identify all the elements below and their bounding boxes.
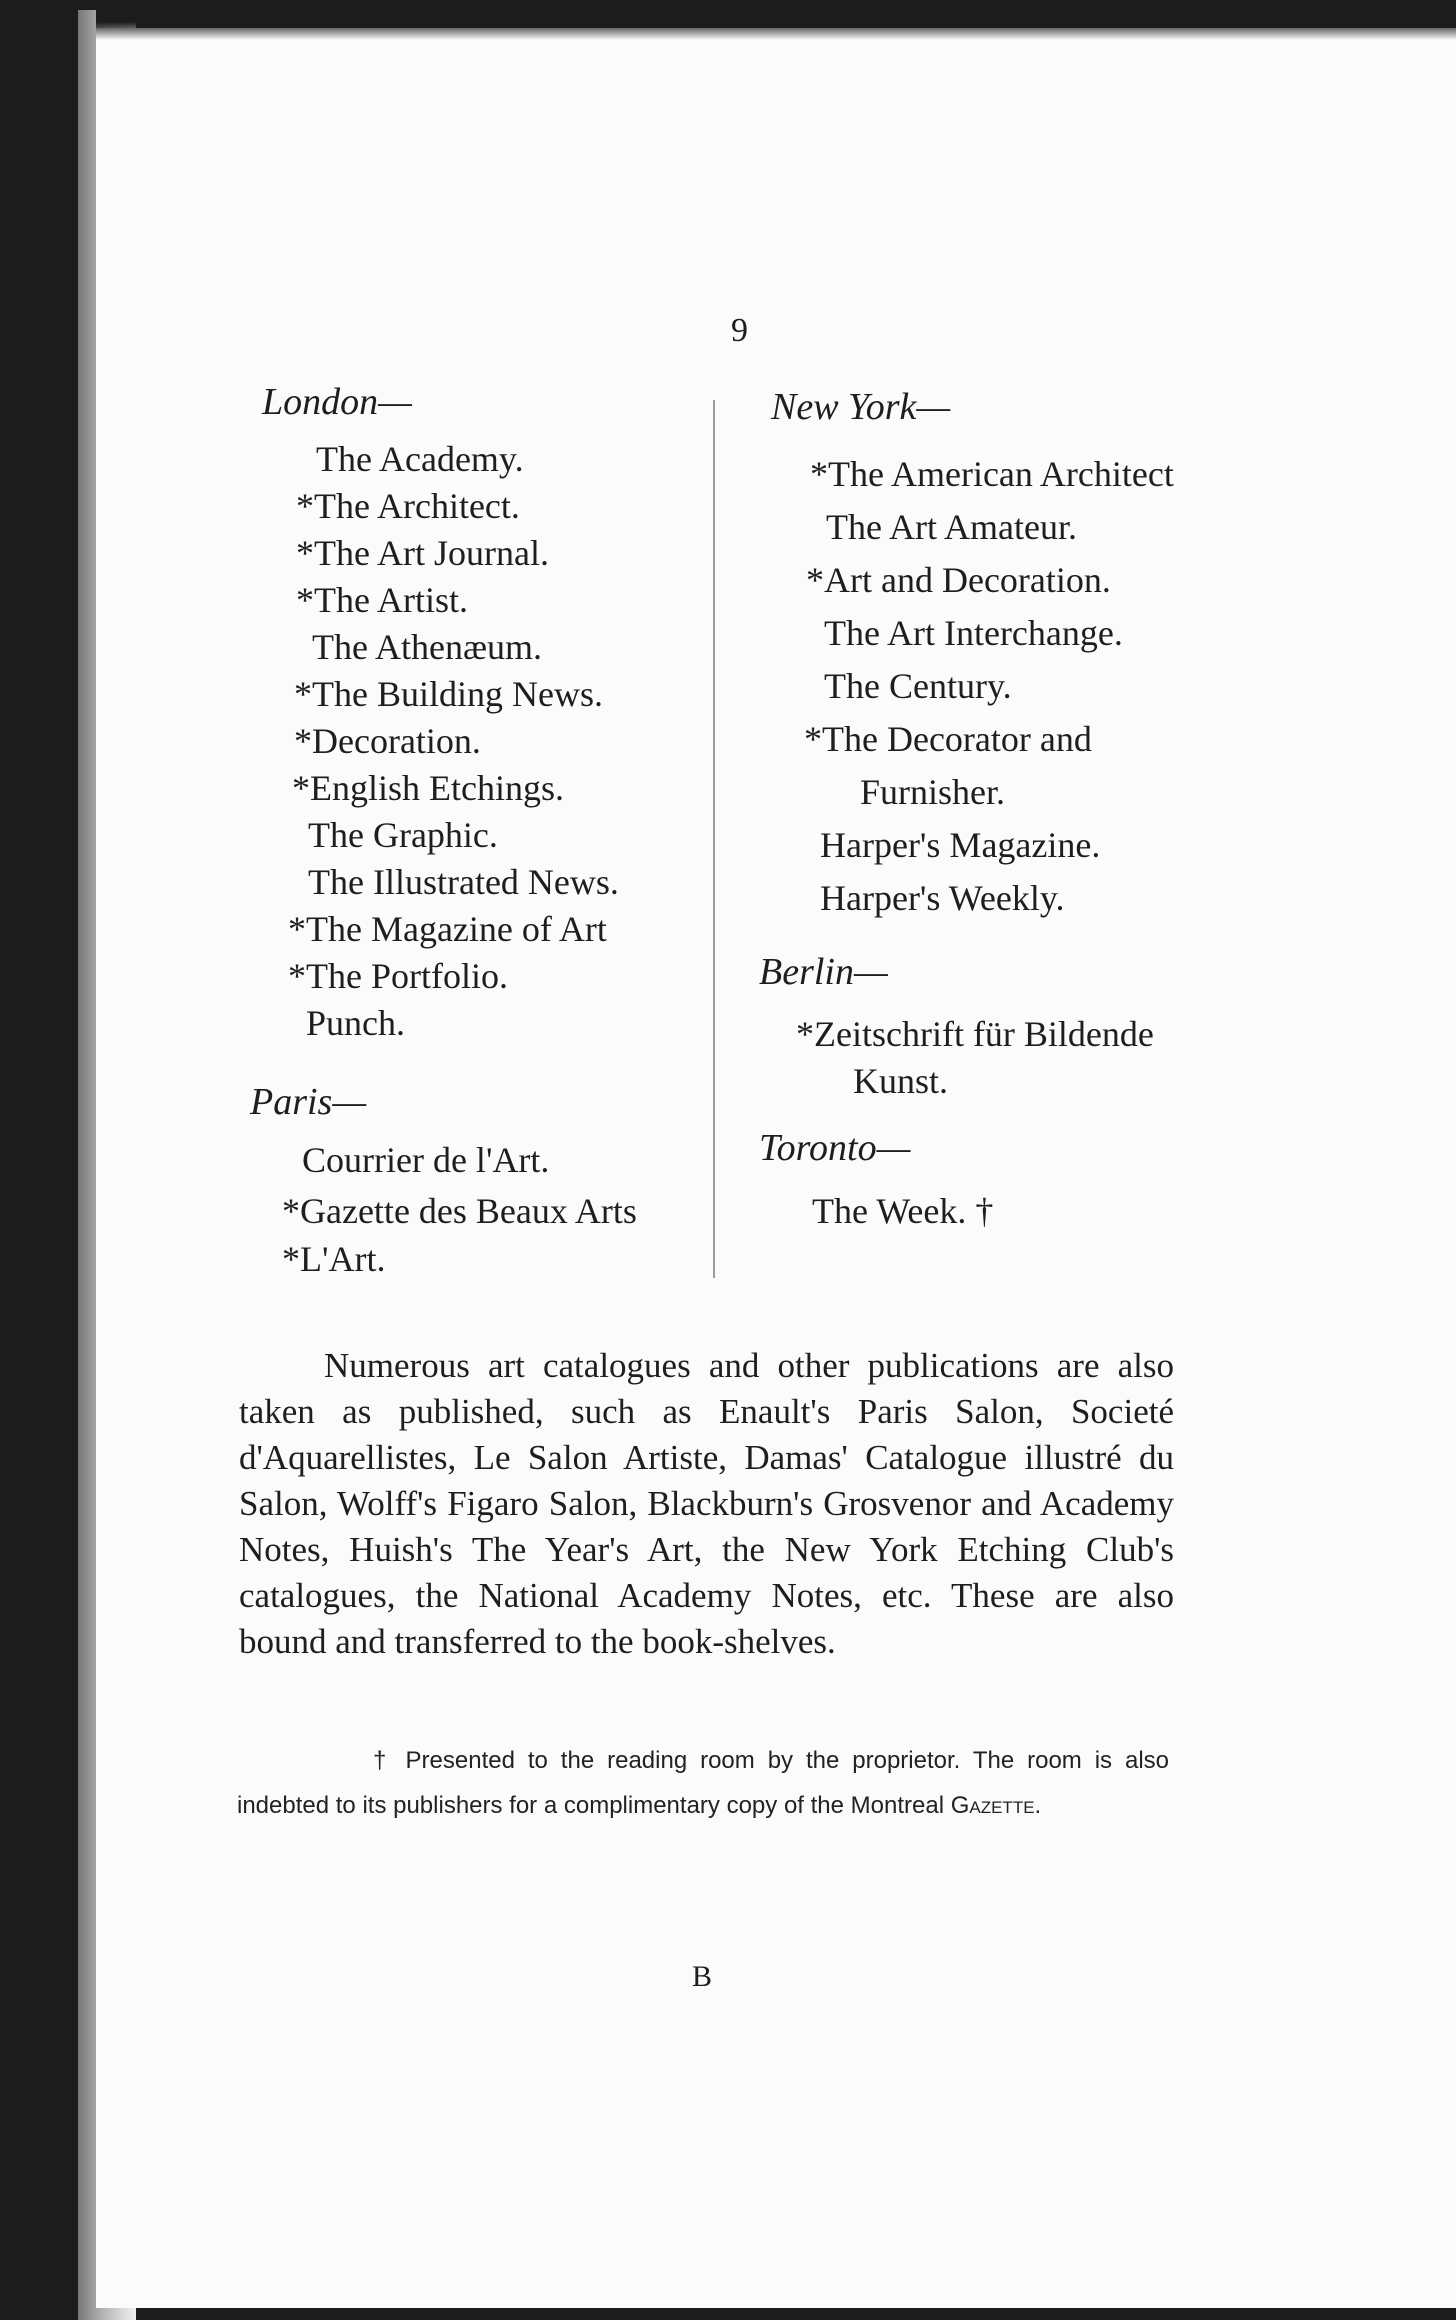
list-item: The Week. † <box>812 1191 994 1231</box>
list-item: *The Magazine of Art <box>288 909 607 949</box>
body-paragraph <box>239 1343 1174 1665</box>
list-item: *The Decorator and <box>804 719 1092 759</box>
column-divider <box>713 400 715 1278</box>
list-item: The Graphic. <box>308 815 498 855</box>
footnote-text: † Presented to the reading room by the proprietor. The room is also indebted to its publishers for a complimentary copy of the Montreal <box>237 1747 1169 1819</box>
list-item: The Art Amateur. <box>826 507 1077 547</box>
list-item: The Illustrated News. <box>308 862 619 902</box>
list-item: *English Etchings. <box>292 768 564 808</box>
footnote <box>237 1738 1169 1828</box>
list-item: The Academy. <box>316 439 524 479</box>
list-item: Kunst. <box>853 1061 949 1101</box>
list-item: Harper's Magazine. <box>820 825 1101 865</box>
list-item: *Art and Decoration. <box>806 560 1111 600</box>
heading-toronto: Toronto— <box>759 1127 911 1169</box>
footnote-end: . <box>1034 1792 1042 1819</box>
list-item: Courrier de l'Art. <box>302 1140 550 1180</box>
list-item: *Decoration. <box>294 721 481 761</box>
list-item: *The Artist. <box>296 580 468 620</box>
list-item: *The Architect. <box>296 486 520 526</box>
signature-mark: B <box>692 1960 713 1993</box>
list-item: *Gazette des Beaux Arts <box>282 1191 637 1231</box>
page-number: 9 <box>731 312 748 349</box>
heading-london: London— <box>262 381 412 423</box>
list-item: The Art Interchange. <box>824 613 1123 653</box>
heading-berlin: Berlin— <box>759 951 888 993</box>
list-item: Punch. <box>306 1003 405 1043</box>
footnote-gazette: Gazette <box>950 1792 1035 1819</box>
list-item: *The Portfolio. <box>288 956 508 996</box>
list-item: *Zeitschrift für Bildende <box>796 1014 1154 1054</box>
list-item: *The Art Journal. <box>296 533 549 573</box>
paragraph-text: Numerous art catalogues and other publications are also taken as published, such as Enault's Paris Salon, Societé d'Aquarellistes, Le Salon Artiste, Damas' Catalogue illustré du Salon, Wolff's Figaro Salon, Blackburn's Grosvenor and Academy Notes, Huish's The Year's Art, the New York Etching Club's catalogues, the National Academy Notes, etc. These are also bound and transferred to the book-shelves. <box>239 1346 1174 1661</box>
top-edge-shadow <box>96 0 1456 40</box>
list-item: *The Building News. <box>294 674 603 714</box>
heading-paris: Paris— <box>250 1081 367 1123</box>
heading-new-york: New York— <box>771 386 951 428</box>
list-item: The Century. <box>824 666 1012 706</box>
list-item: *L'Art. <box>282 1239 386 1279</box>
list-item: Harper's Weekly. <box>820 878 1065 918</box>
list-item: *The American Architect <box>810 454 1174 494</box>
list-item: The Athenæum. <box>312 627 542 667</box>
list-item: Furnisher. <box>860 772 1006 812</box>
